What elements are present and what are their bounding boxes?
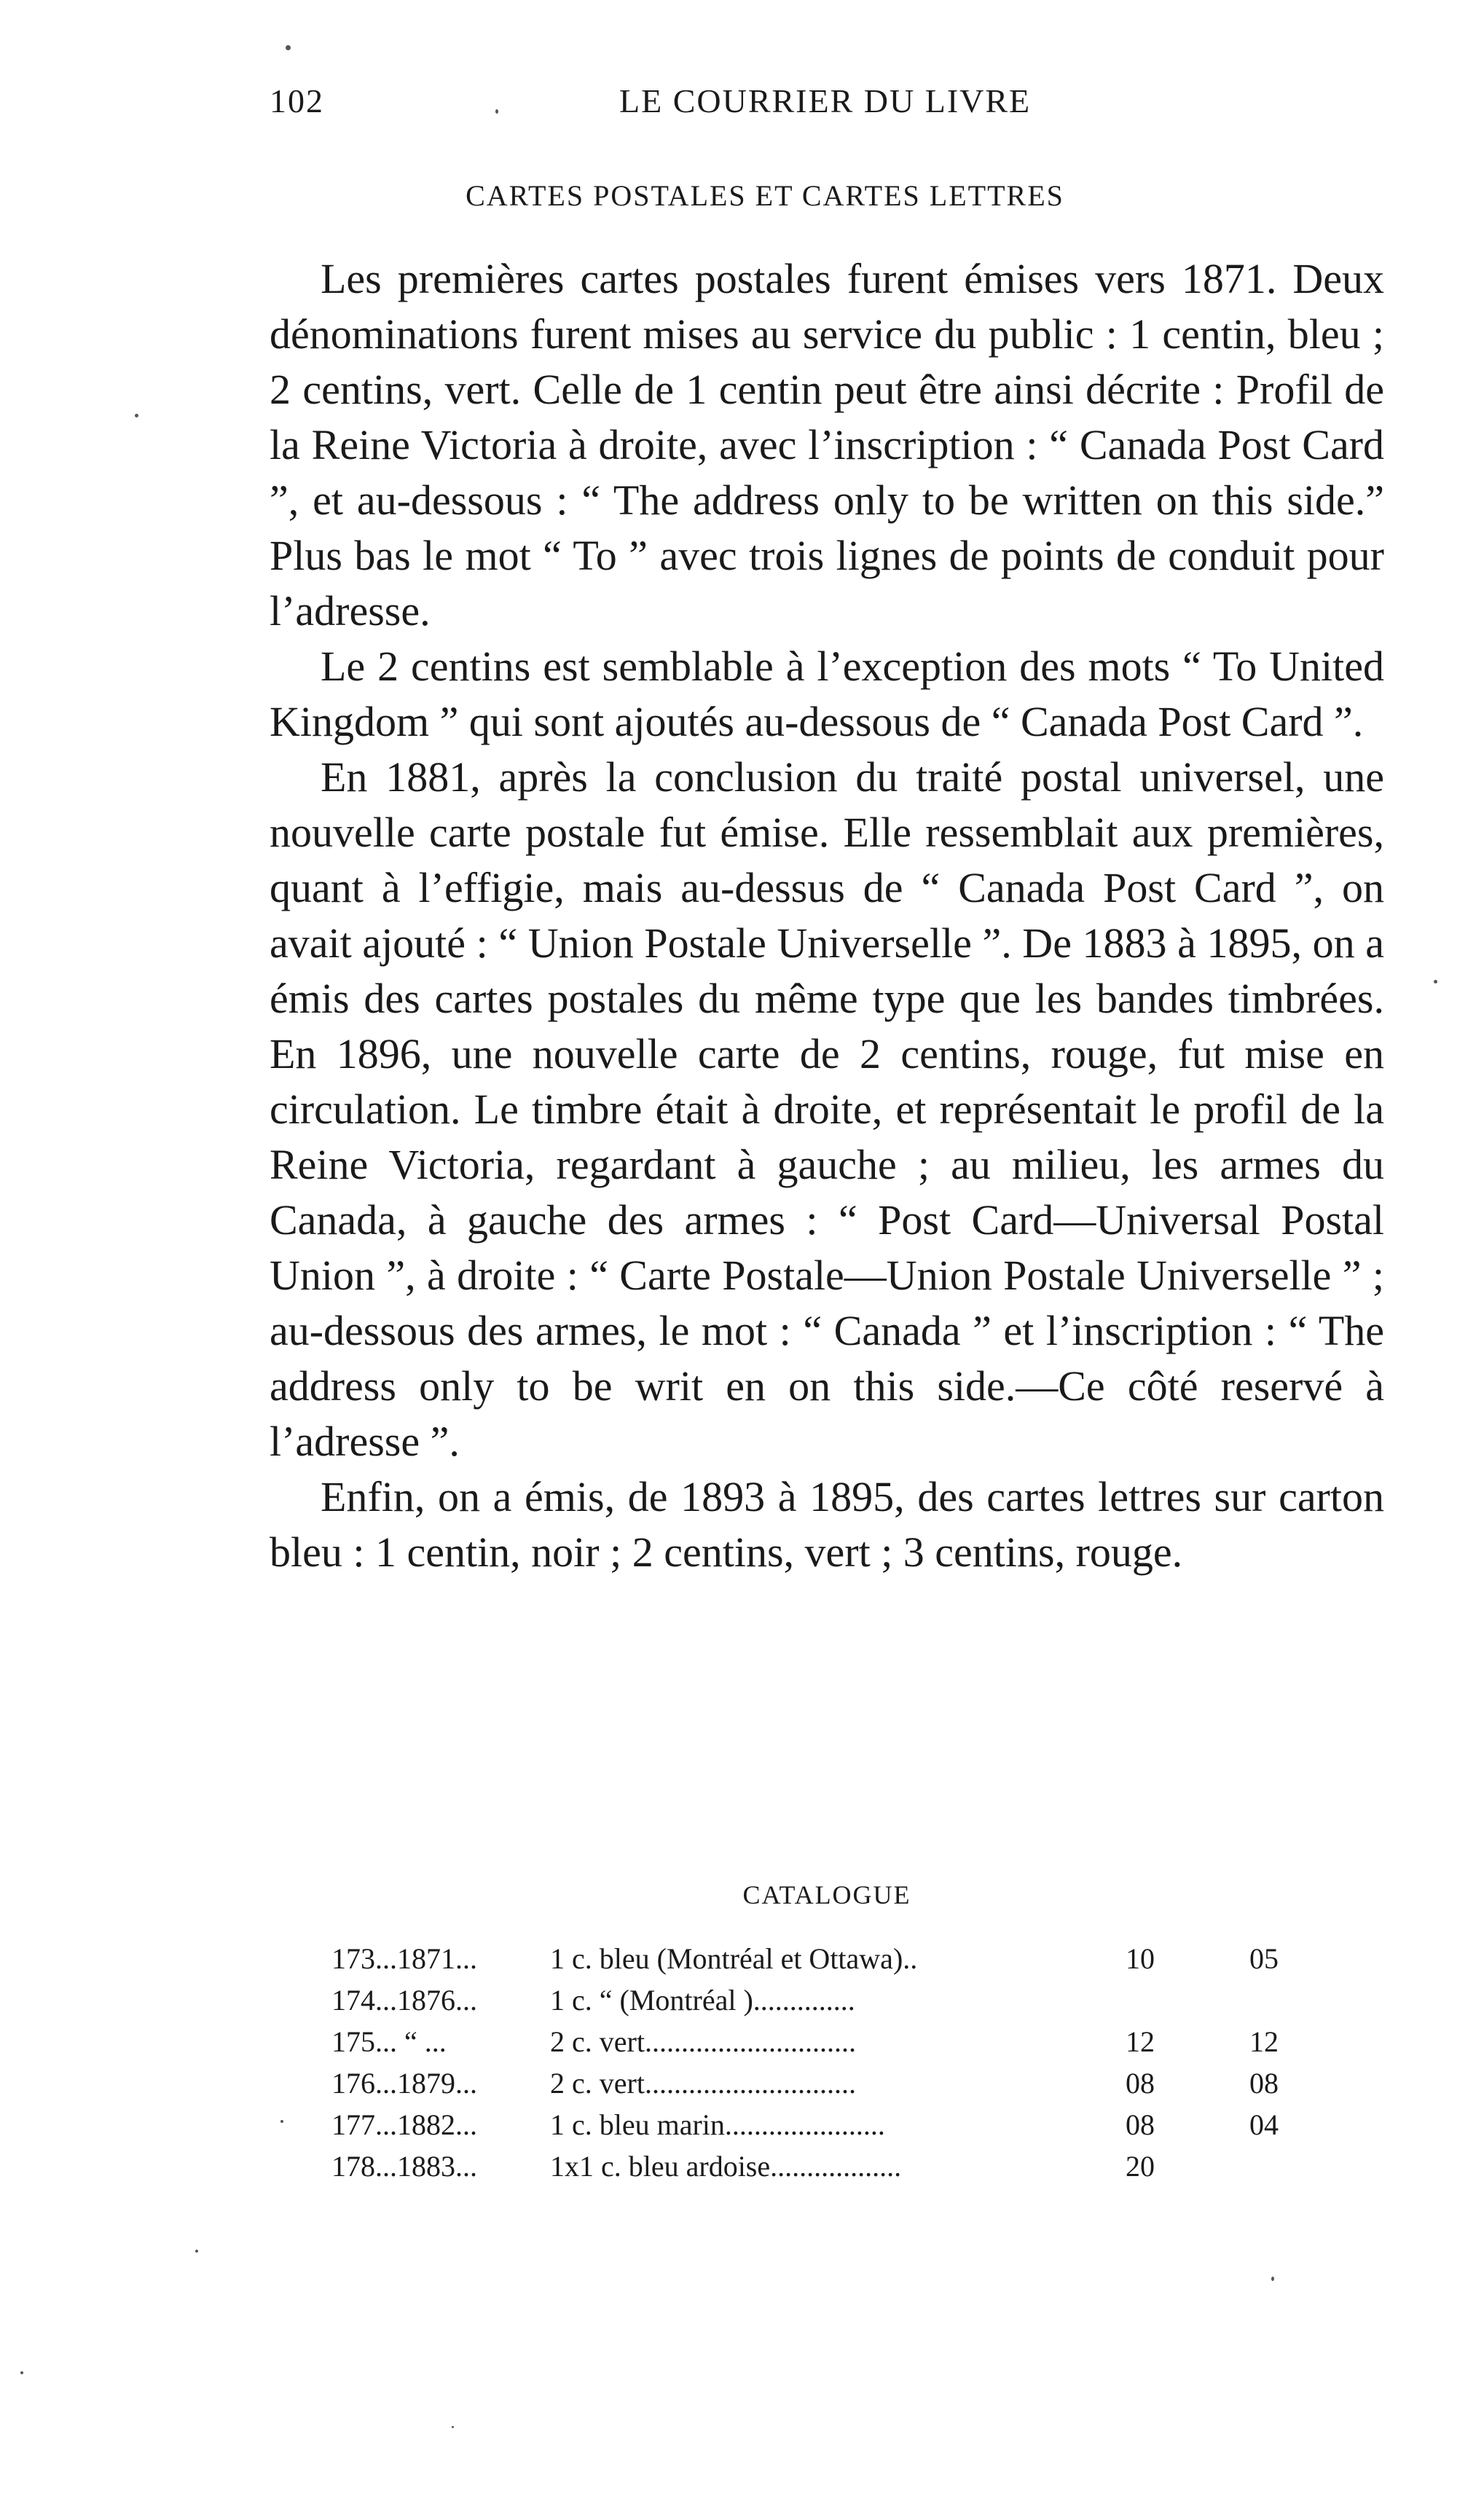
scan-speck [1271,2277,1274,2281]
scan-speck [452,2426,454,2428]
catalogue-number: 174...1876... [331,1984,477,2017]
scan-speck [286,45,291,50]
catalogue-description: 2 c. vert............................. [550,2025,856,2058]
section-title: CARTES POSTALES ET CARTES LETTRES [466,179,1064,212]
catalogue-description: 1x1 c. bleu ardoise.................. [550,2150,902,2183]
catalogue-description: 1 c. bleu (Montréal et Ottawa).. [550,1942,918,1975]
catalogue-description: 1 c. “ (Montréal ).............. [550,1984,855,2017]
price-new: 12 [1126,2025,1155,2058]
table-row [331,2149,1322,2191]
journal-title: LE COURRIER DU LIVRE [619,82,1032,119]
table-row [331,2025,1322,2066]
catalogue-description: 2 c. vert............................. [550,2067,856,2100]
scan-speck [195,2250,198,2253]
paragraph: Enfin, on a émis, de 1893 à 1895, des cartes lettres sur carton bleu : 1 centin, noir ; 2 centins, vert ; 3 centins, rouge. [270,1473,1384,1576]
table-row [331,1941,1322,1983]
price-new: 10 [1126,1942,1155,1975]
price-used: 05 [1249,1942,1279,1975]
catalogue-description: 1 c. bleu marin...................... [550,2108,885,2141]
scan-speck [1434,980,1437,983]
page-number: 102 [270,82,324,119]
scan-speck [135,414,138,417]
paragraph: Le 2 centins est semblable à l’exception des mots “ To United Kingdom ” qui sont ajoutés au-dessous de “ Canada Post Card ”. [270,643,1384,745]
price-new [1075,1983,1206,2025]
table-row [331,2108,1322,2149]
catalogue-number: 178...1883... [331,2150,477,2183]
price-used: 12 [1249,2025,1279,2058]
scan-speck [280,2120,283,2123]
body-text [270,251,1384,1580]
catalogue-number: 177...1882... [331,2108,477,2141]
catalogue-table [331,1941,1322,2191]
scan-speck [495,109,498,114]
table-row [331,1983,1322,2025]
price-new: 08 [1126,2067,1155,2100]
catalogue-number: 176...1879... [331,2067,477,2100]
paragraph: En 1881, après la conclusion du traité postal universel, une nouvelle carte postale fut émise. Elle ressemblait aux premières, quant à l’effigie, mais au-dessus de “ Canada Post Card ”, on avait ajouté : “ Union Postale Universelle ”. De 1883 à 1895, on a émis des cartes postales du même type que les bandes timbrées. En 1896, une nouvelle carte de 2 centins, rouge, fut mise en circulation. Le timbre était à droite, et représentait le profil de la Reine Victoria, regardant à gauche ; au milieu, les armes du Canada, à gauche des armes : “ Post Card—Universal Postal Union ”, à droite : “ Carte Postale—Union Postale Universelle ” ; au-dessous des armes, le mot : “ Canada ” et l’inscription : “ The address only to be writ en on this side.—Ce côté reservé à l’adresse ”. [270,753,1384,1465]
scan-speck [20,2371,23,2374]
price-used [1206,1983,1322,2025]
running-head [270,82,1260,125]
paragraph: Les premières cartes postales furent émises vers 1871. Deux dénominations furent mises au service du public : 1 centin, bleu ; 2 centins, vert. Celle de 1 centin peut être ainsi décrite : Profil de la Reine Victoria à droite, avec l’inscription : “ Canada Post Card ”, et au-dessous : “ The address only to be written on this side.” Plus bas le mot “ To ” avec trois lignes de points de conduit pour l’adresse. [270,255,1384,635]
table-row [331,2066,1322,2108]
catalogue-number: 175... “ ... [331,2025,447,2058]
price-used: 04 [1249,2108,1279,2141]
price-new: 20 [1126,2150,1155,2183]
price-used: 08 [1249,2067,1279,2100]
catalogue-heading: CATALOGUE [742,1880,911,1909]
price-new: 08 [1126,2108,1155,2141]
price-used [1206,2149,1322,2191]
catalogue-number: 173...1871... [331,1942,477,1975]
